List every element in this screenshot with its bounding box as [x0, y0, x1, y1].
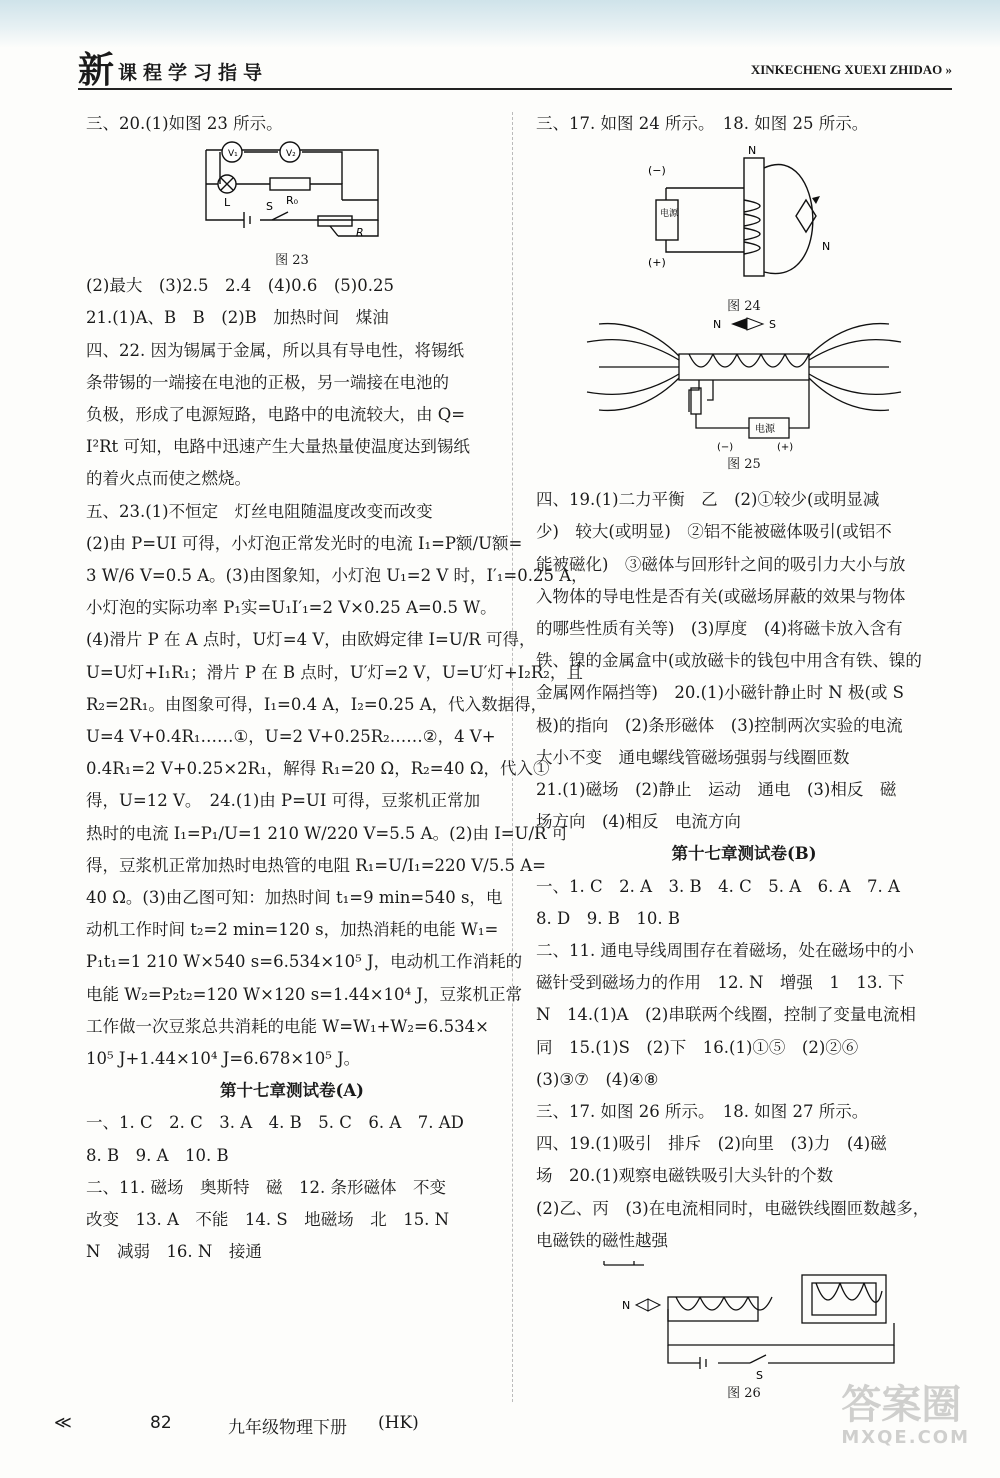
- text-line: 四、19.(1)二力平衡 乙 (2)①较少(或明显减: [536, 490, 880, 510]
- text-line: 三、20.(1)如图 23 所示。: [86, 114, 283, 133]
- text-line: 三、17. 如图 26 所示。 18. 如图 27 所示。: [536, 1102, 869, 1122]
- section-heading-test-a: 第十七章测试卷(A): [220, 1081, 364, 1101]
- fig23-label-v1: V₁: [228, 149, 238, 160]
- text-line: 金属网作隔挡等) 20.(1)小磁针静止时 N 极(或 S: [536, 683, 904, 703]
- text-line: 极)的指向 (2)条形磁体 (3)控制两次实验的电流: [536, 715, 903, 735]
- text-line: 得，U=12 V。 24.(1)由 P=UI 可得，豆浆机正常加: [86, 791, 481, 811]
- text-line: 二、11. 磁场 奥斯特 磁 12. 条形磁体 不变: [86, 1177, 446, 1197]
- text-line: (2)由 P=UI 可得，小灯泡正常发光时的电流 I₁=P额/U额=: [86, 533, 523, 553]
- header-banner: [0, 0, 1000, 48]
- text-line: 得，豆浆机正常加热时电热管的电阻 R₁=U/I₁=220 V/5.5 A=: [86, 855, 546, 875]
- watermark-line1: 答案圈: [841, 1382, 962, 1428]
- text-line: 负极，形成了电源短路，电路中的电流较大，由 Q=: [86, 405, 466, 425]
- column-divider: [512, 112, 513, 1402]
- text-line: 铁、镍的金属盒中(或放磁卡的钱包中用含有铁、镍的: [536, 651, 922, 671]
- fig24-label-minus: (−): [648, 164, 666, 178]
- text-line: 的哪些性质有关等) (3)厚度 (4)将磁卡放入含有: [536, 619, 903, 639]
- text-line: 少) 较大(或明显) ②铝不能被磁体吸引(或铝不: [536, 522, 892, 542]
- watermark: [841, 1383, 970, 1448]
- fig25-label-plus: (+): [777, 442, 794, 454]
- header-logo-char: 新: [78, 49, 115, 91]
- right-column: [536, 108, 952, 1403]
- text-line: I²Rt 可知，电路中迅速产生大量热量使温度达到锡纸: [86, 437, 470, 457]
- footer-book-title: 九年级物理下册: [228, 1418, 347, 1438]
- text-line: 8. D 9. B 10. B: [536, 908, 680, 928]
- text-line: (2)乙、丙 (3)在电流相同时，电磁铁线圈匝数越多，: [536, 1198, 930, 1218]
- figure-25-caption: 图 25: [727, 457, 761, 473]
- header-en-title: XINKECHENG XUEXI ZHIDAO »: [750, 62, 952, 77]
- fig23-label-v2: V₂: [286, 149, 296, 160]
- text-line: 能被磁化) ③磁体与回形针之间的吸引力大小与放: [536, 554, 906, 574]
- text-line: (2)最大 (3)2.5 2.4 (4)0.6 (5)0.25: [86, 276, 394, 296]
- fig23-label-r0: R₀: [286, 194, 299, 208]
- text-line: 改变 13. A 不能 14. S 地磁场 北 15. N: [86, 1210, 450, 1230]
- watermark-line2: MXQE.COM: [841, 1427, 970, 1448]
- footer-edition: (HK): [378, 1413, 419, 1433]
- fig25-label-power: 电源: [755, 424, 775, 436]
- fig25-label-n: N: [713, 318, 722, 332]
- text-line: 场方向 (4)相反 电流方向: [536, 812, 741, 832]
- text-line: 8. B 9. A 10. B: [86, 1145, 229, 1165]
- text-line: 21.(1)A、B B (2)B 加热时间 煤油: [86, 308, 389, 328]
- text-line: 四、19.(1)吸引 排斥 (2)向里 (3)力 (4)磁: [536, 1134, 887, 1154]
- text-line: 40 Ω。(3)由乙图可知：加热时间 t₁=9 min=540 s，电: [86, 888, 503, 908]
- text-line: 同 15.(1)S (2)下 16.(1)①⑤ (2)②⑥: [536, 1037, 859, 1057]
- figure-26-caption: 图 26: [727, 1386, 761, 1402]
- fig24-label-n-top: N: [748, 144, 757, 158]
- fig23-label-s: S: [266, 200, 273, 214]
- fig26-label-n: N: [622, 1299, 631, 1313]
- text-line: U=4 V+0.4R₁……①，U=2 V+0.25R₂……②，4 V+: [86, 727, 496, 747]
- text-line: 动机工作时间 t₂=2 min=120 s，加热消耗的电能 W₁=: [86, 920, 499, 940]
- text-line: 21.(1)磁场 (2)静止 运动 通电 (3)相反 磁: [536, 780, 897, 800]
- page-number: 82: [150, 1413, 172, 1433]
- text-line: 场 20.(1)观察电磁铁吸引大头针的个数: [536, 1166, 834, 1186]
- text-line: 电能 W₂=P₂t₂=120 W×120 s=1.44×10⁴ J，豆浆机正常: [86, 984, 523, 1004]
- text-line: 工作做一次豆浆总共消耗的电能 W=W₁+W₂=6.534×: [86, 1016, 489, 1036]
- header-title: 课程学习指导: [118, 62, 269, 84]
- text-line: U=U灯+I₁R₁；滑片 P 在 B 点时，U′灯=2 V，U=U′灯+I₂R₂，且: [86, 662, 583, 682]
- text-line: P₁t₁=1 210 W×540 s=6.534×10⁵ J，电动机工作消耗的: [86, 952, 523, 972]
- text-line: 三、17. 如图 24 所示。 18. 如图 25 所示。: [536, 114, 869, 133]
- fig25-label-s: S: [769, 318, 776, 332]
- text-line: 一、1. C 2. C 3. A 4. B 5. C 6. A 7. AD: [86, 1113, 464, 1133]
- fig24-label-n-needle: N: [822, 240, 831, 254]
- text-line: 条带锡的一端接在电池的正极，另一端接在电池的: [86, 372, 449, 392]
- text-line: 五、23.(1)不恒定 灯丝电阻随温度改变而改变: [86, 501, 433, 521]
- fig23-label-l: L: [224, 196, 231, 210]
- fig24-label-power: 电源: [660, 209, 679, 220]
- header-rule: [78, 88, 952, 90]
- text-line: (4)滑片 P 在 A 点时，U灯=4 V，由欧姆定律 I=U/R 可得，: [86, 630, 536, 650]
- figure-24-caption: 图 24: [727, 299, 761, 315]
- text-line: R₂=2R₁。由图象可得，I₁=0.4 A，I₂=0.25 A，代入数据得，: [86, 694, 548, 714]
- text-line: 一、1. C 2. A 3. B 4. C 5. A 6. A 7. A: [536, 876, 900, 896]
- fig25-label-minus: (−): [717, 442, 734, 454]
- section-heading-test-b: 第十七章测试卷(B): [671, 844, 817, 864]
- fig26-label-s: S: [756, 1369, 763, 1383]
- figure-25-field-lines: [579, 316, 909, 456]
- text-line: 的着火点而使之燃烧。: [86, 469, 251, 489]
- text-line: 四、22. 因为锡属于金属，所以具有导电性，将锡纸: [86, 340, 464, 360]
- figure-23-circuit: [192, 140, 392, 252]
- text-line: N 减弱 16. N 接通: [86, 1242, 262, 1262]
- text-line: 小灯泡的实际功率 P₁实=U₁I′₁=2 V×0.25 A=0.5 W。: [86, 598, 497, 618]
- left-column: [86, 108, 588, 1269]
- text-line: N 14.(1)A (2)串联两个线圈，控制了变量电流相: [536, 1005, 916, 1025]
- fig23-label-r: R: [356, 226, 364, 240]
- text-line: 热时的电流 I₁=P₁/U=1 210 W/220 V=5.5 A。(2)由 I=U/R 可: [86, 823, 569, 843]
- text-line: 入物体的导电性是否有关(或磁场屏蔽的效果与物体: [536, 586, 906, 606]
- text-line: 0.4R₁=2 V+0.25×2R₁，解得 R₁=20 Ω，R₂=40 Ω，代入①: [86, 759, 550, 779]
- text-line: (3)③⑦ (4)④⑧: [536, 1069, 659, 1089]
- footer-arrows: ≪: [54, 1413, 72, 1433]
- text-line: 大小不变 通电螺线管磁场强弱与线圈匝数: [536, 747, 850, 767]
- figure-24-solenoid: [644, 140, 844, 298]
- text-line: 磁针受到磁场力的作用 12. N 增强 1 13. 下: [536, 973, 905, 993]
- text-line: 电磁铁的磁性越强: [536, 1230, 668, 1250]
- text-line: 3 W/6 V=0.5 A。(3)由图象知，小灯泡 U₁=2 V 时，I′₁=0.25 A，: [86, 566, 588, 586]
- text-line: 二、11. 通电导线周围存在着磁场，处在磁场中的小: [536, 941, 914, 961]
- figure-23-caption: 图 23: [275, 253, 309, 269]
- figure-26-electromagnets: [564, 1257, 924, 1385]
- fig24-label-plus: (+): [648, 256, 666, 270]
- text-line: 10⁵ J+1.44×10⁴ J=6.678×10⁵ J。: [86, 1049, 361, 1069]
